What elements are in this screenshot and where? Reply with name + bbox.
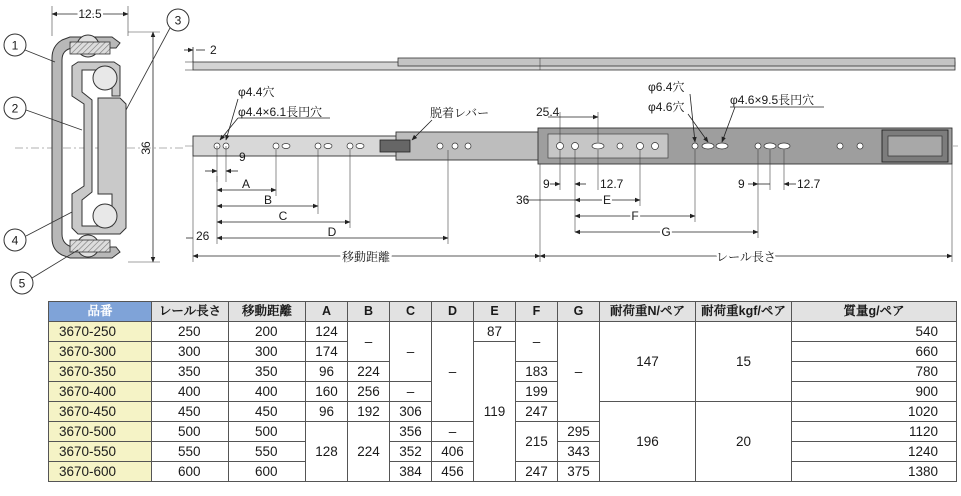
callout-1 (4, 34, 55, 62)
A-cell: 124 (306, 322, 348, 342)
mass-cell: 1120 (792, 422, 957, 442)
part-number-cell: 3670-550 (49, 442, 152, 462)
rail-length-cell: 500 (152, 422, 229, 442)
G-cell: 343 (558, 442, 600, 462)
rail-length-cell: 400 (152, 382, 229, 402)
C-cell: – (390, 322, 432, 382)
mass-cell: 900 (792, 382, 957, 402)
mid-9-label: 9 (543, 177, 550, 191)
F-cell: 183 (516, 362, 558, 382)
header-part-number: 品番 (49, 302, 152, 322)
F-cell: – (516, 322, 558, 362)
load-n-cell: 196 (600, 402, 696, 482)
callout-2 (4, 97, 82, 130)
dim-F-label: F (631, 209, 639, 223)
right-9-label: 9 (738, 177, 745, 191)
D-cell: – (432, 322, 474, 422)
part-number-cell: 3670-250 (49, 322, 152, 342)
load-kgf-cell: 15 (696, 322, 792, 402)
header-rail-length: レール長さ (152, 302, 229, 322)
B-cell: – (348, 322, 390, 362)
C-cell: 352 (390, 442, 432, 462)
travel-cell: 300 (229, 342, 306, 362)
A-cell: 96 (306, 402, 348, 422)
hole-round-label: φ4.4穴 (238, 85, 275, 99)
offset-36-label: 36 (516, 193, 530, 207)
offset-9-left-label: 9 (239, 150, 246, 164)
dim-25-4-label: 25.4 (536, 105, 560, 119)
dim-E-label: E (602, 193, 612, 207)
offset-left-label: 26 (196, 229, 210, 243)
svg-text:5: 5 (18, 276, 26, 291)
C-cell: – (390, 382, 432, 402)
part-number-cell: 3670-300 (49, 342, 152, 362)
header-A: A (306, 302, 348, 322)
rail-length-cell: 550 (152, 442, 229, 462)
rail-length-cell: 600 (152, 462, 229, 482)
side-view (185, 80, 958, 264)
mid-12-7-label: 12.7 (600, 177, 624, 191)
callout-3 (126, 9, 189, 110)
F-cell: 247 (516, 402, 558, 422)
right-12-7-label: 12.7 (797, 177, 821, 191)
dim-C-label: C (278, 209, 288, 223)
rail-thickness-label: 2 (210, 43, 217, 57)
part-number-cell: 3670-450 (49, 402, 152, 422)
part-number-cell: 3670-400 (49, 382, 152, 402)
D-cell: 456 (432, 462, 474, 482)
C-cell: 384 (390, 462, 432, 482)
slot-4-6-label: φ4.6×9.5長円穴 (730, 93, 815, 107)
B-cell: 224 (348, 362, 390, 382)
part-number-cell: 3670-500 (49, 422, 152, 442)
A-cell: 160 (306, 382, 348, 402)
rail-length-cell: 250 (152, 322, 229, 342)
mass-cell: 1380 (792, 462, 957, 482)
header-travel: 移動距離 (229, 302, 306, 322)
cross-section (4, 6, 189, 294)
B-cell: 224 (348, 422, 390, 482)
travel-cell: 400 (229, 382, 306, 402)
header-mass: 質量g/ペア (792, 302, 957, 322)
spec-table (48, 301, 957, 482)
G-cell: – (558, 322, 600, 422)
C-cell: 356 (390, 422, 432, 442)
dim-G-label: G (661, 225, 671, 239)
G-cell: 375 (558, 462, 600, 482)
E-cell: 119 (474, 342, 516, 482)
travel-cell: 550 (229, 442, 306, 462)
mass-cell: 660 (792, 342, 957, 362)
travel-cell: 500 (229, 422, 306, 442)
load-kgf-cell: 20 (696, 402, 792, 482)
E-cell: 87 (474, 322, 516, 342)
F-cell: 247 (516, 462, 558, 482)
rail-length-cell: 350 (152, 362, 229, 382)
travel-label: 移動距離 (341, 250, 391, 264)
hole-slot-label: φ4.4×6.1長円穴 (238, 105, 323, 119)
travel-cell: 450 (229, 402, 306, 422)
header-load-kgf: 耐荷重kgf/ペア (696, 302, 792, 322)
D-cell: – (432, 422, 474, 442)
svg-text:4: 4 (11, 233, 19, 248)
top-view-middle-rail (398, 58, 955, 66)
dim-B-label: B (263, 193, 273, 207)
header-C: C (390, 302, 432, 322)
height-label: 36 (139, 141, 153, 155)
svg-text:3: 3 (174, 13, 182, 28)
header-F: F (516, 302, 558, 322)
B-cell: 256 (348, 382, 390, 402)
F-cell: 215 (516, 422, 558, 462)
header-D: D (432, 302, 474, 322)
D-cell: 406 (432, 442, 474, 462)
retainer-bottom (70, 240, 110, 252)
header-G: G (558, 302, 600, 322)
rail-length-cell: 300 (152, 342, 229, 362)
table-header-row (49, 302, 957, 322)
G-cell: 295 (558, 422, 600, 442)
dim-D-label: D (327, 225, 337, 239)
mass-cell: 540 (792, 322, 957, 342)
rail-length-label: レール長さ (716, 250, 776, 264)
mass-cell: 1020 (792, 402, 957, 422)
hole-4-6-label: φ4.6穴 (648, 100, 685, 114)
A-cell: 96 (306, 362, 348, 382)
load-n-cell: 147 (600, 322, 696, 402)
top-view (184, 43, 955, 70)
ball-bottom (93, 204, 117, 228)
ball-top (93, 66, 117, 90)
table-row (49, 322, 957, 342)
travel-cell: 600 (229, 462, 306, 482)
header-load-n: 耐荷重N/ペア (600, 302, 696, 322)
svg-text:1: 1 (11, 38, 19, 53)
width-label: 12.5 (78, 7, 102, 21)
header-E: E (474, 302, 516, 322)
dim-A-label: A (241, 177, 251, 191)
travel-cell: 350 (229, 362, 306, 382)
B-cell: 192 (348, 402, 390, 422)
mass-cell: 780 (792, 362, 957, 382)
table-row (49, 342, 957, 362)
svg-text:2: 2 (11, 101, 19, 116)
lever-label: 脱着レバー (430, 106, 490, 120)
F-cell: 199 (516, 382, 558, 402)
part-number-cell: 3670-350 (49, 362, 152, 382)
A-cell: 128 (306, 422, 348, 482)
C-cell: 306 (390, 402, 432, 422)
hole-6-4-label: φ6.4穴 (648, 80, 685, 94)
retainer-top (70, 42, 110, 54)
A-cell: 174 (306, 342, 348, 362)
mass-cell: 1240 (792, 442, 957, 462)
release-lever (380, 140, 410, 152)
part-number-cell: 3670-600 (49, 462, 152, 482)
travel-cell: 200 (229, 322, 306, 342)
rail-length-cell: 450 (152, 402, 229, 422)
header-B: B (348, 302, 390, 322)
